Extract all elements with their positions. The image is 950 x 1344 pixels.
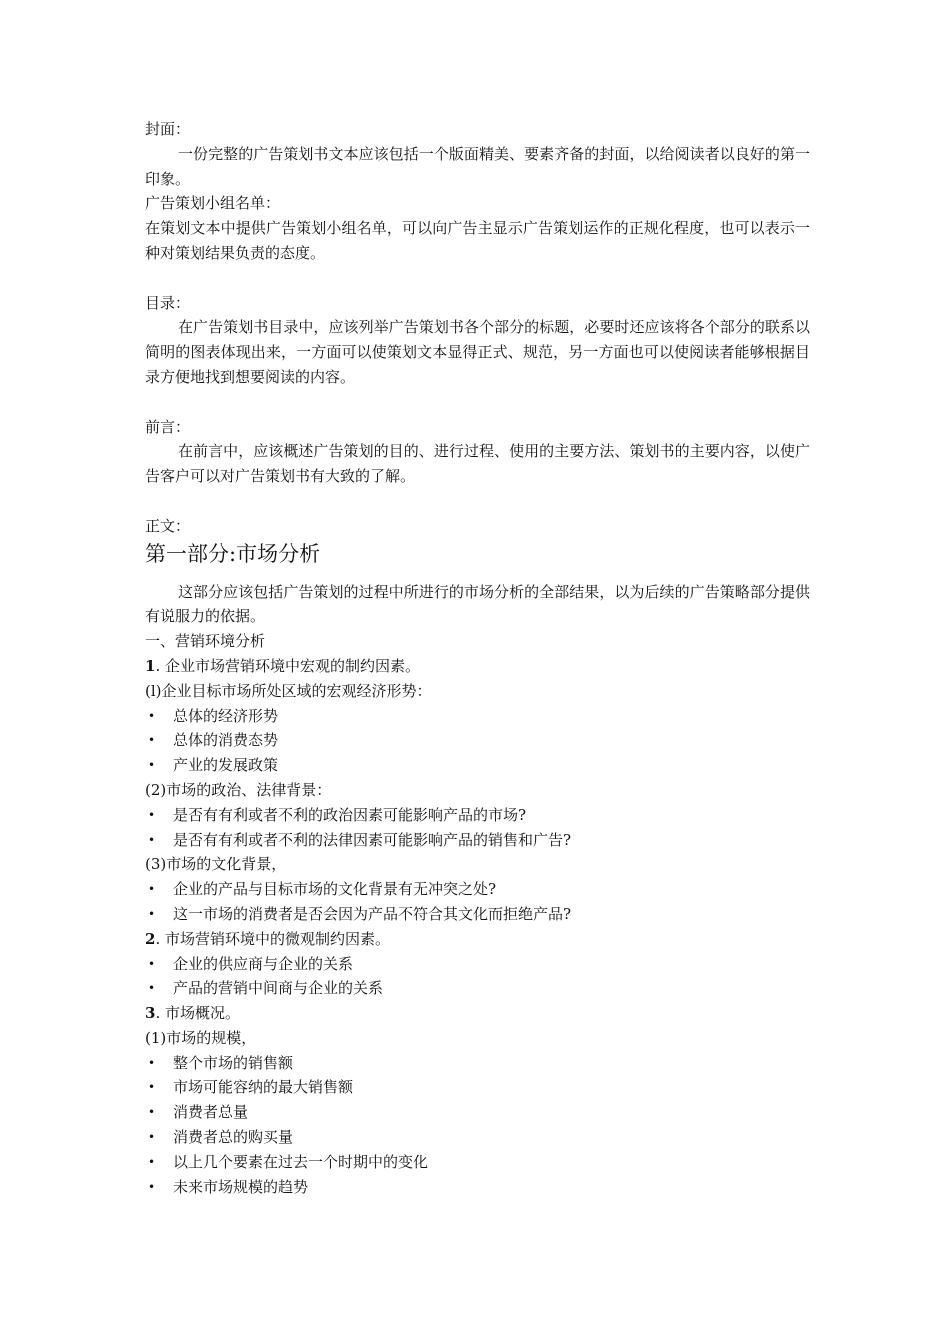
bullet-item	[145, 1175, 810, 1200]
bullet-icon: •	[148, 1154, 156, 1169]
team-body: 在策划文本中提供广告策划小组名单，可以向广告主显示广告策划运作的正规化程度，也可以表示一种对策划结果负责的态度。	[145, 219, 810, 262]
item-number: 1	[145, 656, 156, 675]
bullet-text: 企业的产品与目标市场的文化背景有无冲突之处?	[173, 880, 497, 899]
bullet-text: 市场可能容纳的最大销售额	[173, 1078, 354, 1097]
bullet-item	[145, 877, 810, 902]
bullet-icon: •	[148, 906, 156, 921]
bullet-text: 总体的消费态势	[173, 731, 279, 750]
bullet-text: 以上几个要素在过去一个时期中的变化	[173, 1152, 429, 1171]
bullet-icon: •	[148, 807, 156, 822]
bullet-text: 总体的经济形势	[173, 706, 279, 725]
cover-body: 一份完整的广告策划书文本应该包括一个版面精美、要素齐备的封面，以给阅读者以良好的第一印象。	[145, 144, 810, 188]
part-one-intro: 这部分应该包括广告策划的过程中所进行的市场分析的全部结果，以为后续的广告策略部分提供有说服力的依据。	[145, 582, 810, 626]
bullet-item	[145, 704, 810, 729]
bullet-icon: •	[148, 1105, 156, 1120]
bullet-item	[145, 976, 810, 1001]
preface-title: 前言：	[145, 417, 191, 436]
team-title: 广告策划小组名单：	[145, 194, 281, 213]
bullet-text: 整个市场的销售额	[173, 1053, 294, 1072]
bullet-item	[145, 828, 810, 853]
document-body	[145, 117, 810, 1199]
bullet-text: 消费者总量	[173, 1103, 249, 1122]
numbered-item	[145, 654, 810, 679]
bullet-item	[145, 1150, 810, 1175]
bullet-icon: •	[148, 733, 156, 748]
sub-point: (3)市场的文化背景，	[145, 855, 287, 874]
blank-line	[145, 489, 810, 514]
numbered-item	[145, 1001, 810, 1026]
bullet-icon: •	[148, 1179, 156, 1194]
bullet-icon: •	[148, 1130, 156, 1145]
blank-line	[145, 266, 810, 291]
blank-line	[145, 390, 810, 415]
subsection-title: 一、营销环境分析	[145, 632, 266, 651]
bullet-text: 产品的营销中间商与企业的关系	[173, 979, 384, 998]
bullet-text: 企业的供应商与企业的关系	[173, 954, 354, 973]
cover-title: 封面：	[145, 120, 191, 138]
toc-title: 目录：	[145, 293, 191, 312]
sub-point: (2)市场的政治、法律背景：	[145, 780, 332, 799]
bullet-item	[145, 728, 810, 753]
item-number: 3	[145, 1004, 156, 1023]
main-title: 正文：	[145, 516, 191, 535]
bullet-icon: •	[148, 1080, 156, 1095]
bullet-item	[145, 803, 810, 828]
item-text: . 市场营销环境中的微观制约因素。	[155, 929, 390, 948]
numbered-item	[145, 927, 810, 952]
bullet-text: 这一市场的消费者是否会因为产品不符合其文化而拒绝产品?	[173, 904, 572, 923]
bullet-text: 消费者总的购买量	[173, 1128, 294, 1147]
item-number: 2	[145, 929, 156, 948]
bullet-item	[145, 902, 810, 927]
item-text: . 市场概况。	[155, 1004, 240, 1023]
bullet-item	[145, 1100, 810, 1125]
sub-point: (1)市场的规模，	[145, 1028, 257, 1047]
item-text: . 企业市场营销环境中宏观的制约因素。	[155, 656, 420, 675]
bullet-icon: •	[148, 832, 156, 847]
bullet-icon: •	[148, 1055, 156, 1070]
preface-body: 在前言中，应该概述广告策划的目的、进行过程、使用的主要方法、策划书的主要内容，以使广告客户可以对广告策划书有大致的了解。	[145, 442, 810, 486]
bullet-icon: •	[148, 758, 156, 773]
bullet-text: 未来市场规模的趋势	[173, 1177, 309, 1196]
bullet-item	[145, 753, 810, 778]
bullet-text: 是否有有利或者不利的政治因素可能影响产品的市场?	[173, 805, 527, 824]
bullet-icon: •	[148, 956, 156, 971]
bullet-item	[145, 1051, 810, 1076]
bullet-item	[145, 1125, 810, 1150]
bullet-text: 是否有有利或者不利的法律因素可能影响产品的销售和广告?	[173, 830, 572, 849]
bullet-icon: •	[148, 882, 156, 897]
bullet-text: 产业的发展政策	[173, 756, 279, 775]
bullet-icon: •	[148, 981, 156, 996]
bullet-item	[145, 1075, 810, 1100]
bullet-item	[145, 952, 810, 977]
bullet-icon: •	[148, 708, 156, 723]
part-one-heading: 第一部分:市场分析	[145, 541, 321, 566]
toc-body: 在广告策划书目录中，应该列举广告策划书各个部分的标题，必要时还应该将各个部分的联系以简明的图表体现出来，一方面可以使策划文本显得正式、规范，另一方面也可以使阅读者能够根据目录方便地找到想要阅读的内容。	[145, 318, 810, 386]
sub-point: (l)企业目标市场所处区域的宏观经济形势：	[145, 681, 432, 700]
